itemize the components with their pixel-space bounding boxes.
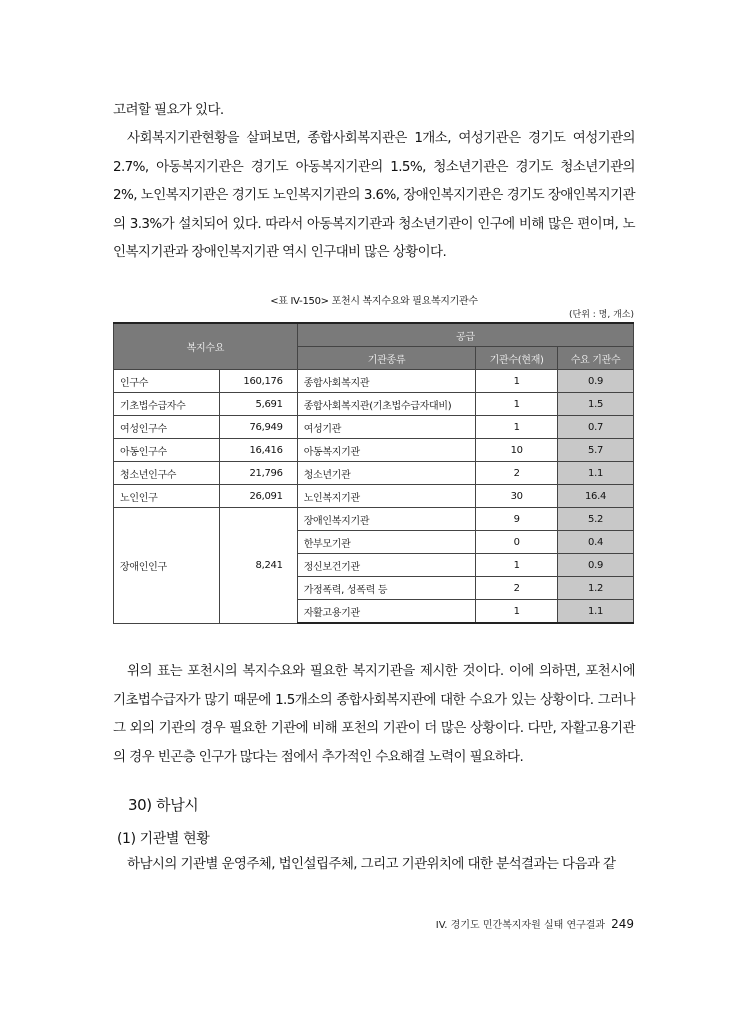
row-value: 16,416 — [219, 439, 297, 462]
row-value: 21,796 — [219, 462, 297, 485]
row-need: 5.7 — [558, 439, 634, 462]
row-need: 0.9 — [558, 554, 634, 577]
row-count: 2 — [476, 462, 558, 485]
row-label: 여성인구수 — [114, 416, 220, 439]
welfare-demand-table — [113, 322, 634, 624]
paragraph-welfare-status: 사회복지기관현황을 살펴보면, 종합사회복지관은 1개소, 여성기관은 경기도 여성기관의 2.7%, 아동복지기관은 경기도 아동복지기관의 1.5%, 청소년기관은 경기도 청소년기관의 2%, 노인복지기관은 경기도 노인복지기관의 3.6%, 장애인복지기관은 경기도 장애인복지기관의 3.3%가 설치되어 있다. 따라서 아동복지기관과 청소년기관이 인구에 비해 많은 편이며, 노인복지기관과 장애인복지기관 역시 인구대비 많은 상황이다. — [113, 130, 635, 260]
header-demand: 복지수요 — [114, 323, 298, 370]
table-row — [114, 462, 634, 485]
table-row — [114, 508, 634, 531]
table-unit: (단위 : 명, 개소) — [569, 310, 634, 320]
page-number: 249 — [611, 917, 634, 931]
row-label: 인구수 — [114, 370, 220, 393]
row-type: 장애인복지기관 — [297, 508, 476, 531]
row-need: 1.5 — [558, 393, 634, 416]
row-count: 1 — [476, 554, 558, 577]
subsection-title: (1) 기관별 현황 — [117, 831, 210, 847]
row-value-disabled: 8,241 — [219, 508, 297, 624]
header-supply: 공급 — [297, 323, 633, 347]
row-count: 2 — [476, 577, 558, 600]
row-type: 아동복지기관 — [297, 439, 476, 462]
row-type: 한부모기관 — [297, 531, 476, 554]
table-caption: <표 IV-150> 포천시 복지수요와 필요복지기관수 — [270, 296, 478, 307]
table-row — [114, 485, 634, 508]
row-count: 10 — [476, 439, 558, 462]
header-facility-count: 기관수(현재) — [476, 347, 558, 370]
row-value: 160,176 — [219, 370, 297, 393]
row-count: 9 — [476, 508, 558, 531]
row-type: 노인복지기관 — [297, 485, 476, 508]
row-count: 1 — [476, 393, 558, 416]
paragraph-table-analysis: 위의 표는 포천시의 복지수요와 필요한 복지기관을 제시한 것이다. 이에 의하면, 포천시에 기초법수급자가 많기 때문에 1.5개소의 종합사회복지관에 대한 수요가 있는 상황이다. 그러나 그 외의 기관의 경우 필요한 기관에 비해 포천의 기관이 더 많은 상황이다. 다만, 자활고용기관의 경우 빈곤층 인구가 많다는 점에서 추가적인 수요해결 노력이 필요하다. — [113, 663, 635, 765]
row-need: 0.7 — [558, 416, 634, 439]
row-type: 자활고용기관 — [297, 600, 476, 624]
row-count: 1 — [476, 416, 558, 439]
row-label-disabled: 장애인인구 — [114, 508, 220, 624]
row-need: 0.9 — [558, 370, 634, 393]
row-need: 0.4 — [558, 531, 634, 554]
row-need: 1.1 — [558, 462, 634, 485]
row-type: 가정폭력, 성폭력 등 — [297, 577, 476, 600]
row-count: 1 — [476, 600, 558, 624]
row-value: 5,691 — [219, 393, 297, 416]
row-label: 청소년인구수 — [114, 462, 220, 485]
row-label: 기초법수급자수 — [114, 393, 220, 416]
page-footer — [436, 916, 634, 931]
row-label: 아동인구수 — [114, 439, 220, 462]
row-need: 1.2 — [558, 577, 634, 600]
header-demand-count: 수요 기관수 — [558, 347, 634, 370]
row-count: 30 — [476, 485, 558, 508]
row-need: 1.1 — [558, 600, 634, 624]
table-row — [114, 370, 634, 393]
row-type: 종합사회복지관(기초법수급자대비) — [297, 393, 476, 416]
row-type: 종합사회복지관 — [297, 370, 476, 393]
footer-chapter: IV. 경기도 민간복지자원 실태 연구결과 — [435, 920, 606, 931]
row-value: 76,949 — [219, 416, 297, 439]
row-count: 0 — [476, 531, 558, 554]
paragraph-hanam-intro: 하남시의 기관별 운영주체, 법인설립주체, 그리고 기관위치에 대한 분석결과는 다음과 같 — [127, 856, 616, 872]
row-type: 정신보건기관 — [297, 554, 476, 577]
row-type: 청소년기관 — [297, 462, 476, 485]
table-row — [114, 393, 634, 416]
header-facility-type: 기관종류 — [297, 347, 476, 370]
row-need: 16.4 — [558, 485, 634, 508]
row-value: 26,091 — [219, 485, 297, 508]
row-type: 여성기관 — [297, 416, 476, 439]
row-label: 노인인구 — [114, 485, 220, 508]
paragraph-continuation: 고려할 필요가 있다. — [113, 102, 224, 118]
table-row — [114, 416, 634, 439]
section-title: 30) 하남시 — [128, 796, 199, 814]
row-need: 5.2 — [558, 508, 634, 531]
table-row — [114, 439, 634, 462]
row-count: 1 — [476, 370, 558, 393]
